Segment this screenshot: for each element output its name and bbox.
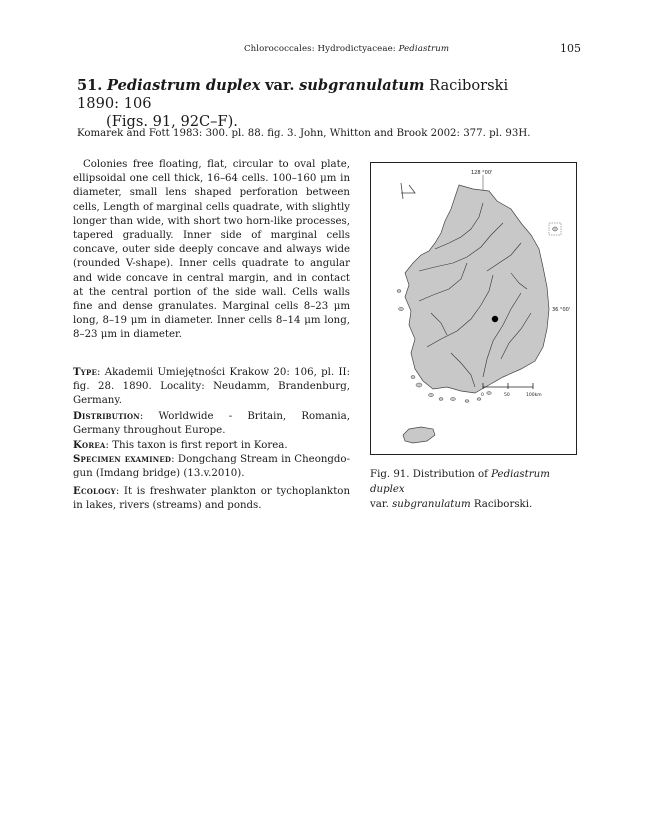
korea-map — [371, 163, 576, 454]
longitude-label: 128 °00' — [471, 170, 493, 176]
specimen-label: Specimen examined — [73, 453, 172, 465]
specimen-section: Specimen examined: Dongchang Stream in Cheongdo-gun (Imdang bridge) (13.v.2010). — [73, 453, 351, 480]
authority: Raciborski 1890: 106 — [77, 77, 509, 112]
caption-taxon: Pediastrum duplex — [370, 469, 550, 495]
description: Colonies free floating, flat, circular to oval plate, ellipsoidal one cell thick, 16–64 cells. 100–160 μm in diameter, small lens shaped perforation between cells, Length of marginal cells quadrate, with slightly longer than wide, with short two horn-like processes, tapered gradually. Inner side of marginal cells concave, outer side deeply concave and always wide (rounded V-shape). Inner cells quadrate to angular and wide concave in central margin, and in contact at the central portion of the side wall. Cells walls fine and dense granulates. Marginal cells 8–23 μm long, 8–19 μm in diameter. Inner cells 8–14 μm long, 8–23 μm in diameter. — [73, 159, 350, 341]
peninsula-shape — [405, 185, 549, 393]
running-head: Chlorococcales: Hydrodictyaceae: Pediastrum — [244, 44, 450, 54]
species-number: 51. — [77, 77, 103, 94]
ecology-text: It is freshwater plankton or tychoplankton in lakes, rivers (streams) and ponds. — [73, 486, 350, 512]
taxon-name: Pediastrum duplex — [107, 77, 261, 94]
scale-label-100km: 100km — [526, 393, 542, 398]
var-label: var. — [265, 77, 295, 94]
distribution-section: Distribution: Worldwide - Britain, Romania, Germany throughout Europe. — [73, 410, 350, 437]
ulleungdo-inset — [549, 223, 561, 235]
figure-caption: Fig. 91. Distribution of Pediastrum duplex var. subgranulatum Raciborski. — [370, 469, 550, 510]
korea-label: Korea — [73, 439, 106, 451]
korea-section: Korea: This taxon is first report in Korea. — [73, 439, 288, 451]
caption-variety: subgranulatum — [392, 499, 471, 510]
ecology-label: Ecology — [73, 485, 116, 497]
running-head-genus: Pediastrum — [398, 44, 450, 54]
collection-site-marker — [492, 316, 498, 322]
korea-text: This taxon is first report in Korea. — [112, 440, 288, 451]
figure-refs: (Figs. 91, 92C–F). — [106, 113, 238, 130]
scale-label-0: 0 — [481, 393, 484, 398]
type-text: Akademii Umiejętności Krakow 20: 106, pl. II: fig. 28. 1890. Locality: Neudamm, Brandenburg, Germany. — [73, 367, 351, 407]
ecology-section: Ecology: It is freshwater plankton or tychoplankton in lakes, rivers (streams) and ponds. — [73, 485, 350, 512]
type-label: Type — [73, 366, 97, 378]
specimen-text: Dongchang Stream in Cheongdo-gun (Imdang bridge) (13.v.2010). — [73, 454, 351, 480]
latitude-label: 36 °00' — [552, 307, 571, 313]
scale-label-50: 50 — [504, 393, 510, 398]
variety-name: subgranulatum — [299, 77, 425, 94]
distribution-map-figure — [370, 162, 577, 455]
literature-references: Komarek and Fott 1983: 300. pl. 88. fig. 3. John, Whitton and Brook 2002: 377. pl. 93H. — [77, 128, 531, 139]
scale-bar — [481, 383, 542, 398]
jeju-island — [403, 427, 435, 443]
type-section: Type: Akademii Umiejętności Krakow 20: 106, pl. II: fig. 28. 1890. Locality: Neudamm, Brandenburg, Germany. — [73, 366, 351, 407]
distribution-text: Worldwide - Britain, Romania, Germany throughout Europe. — [73, 411, 350, 437]
distribution-label: Distribution — [73, 410, 140, 422]
map-sketch-mark — [401, 183, 415, 199]
species-title — [77, 77, 517, 131]
page-number: 105 — [560, 42, 581, 55]
